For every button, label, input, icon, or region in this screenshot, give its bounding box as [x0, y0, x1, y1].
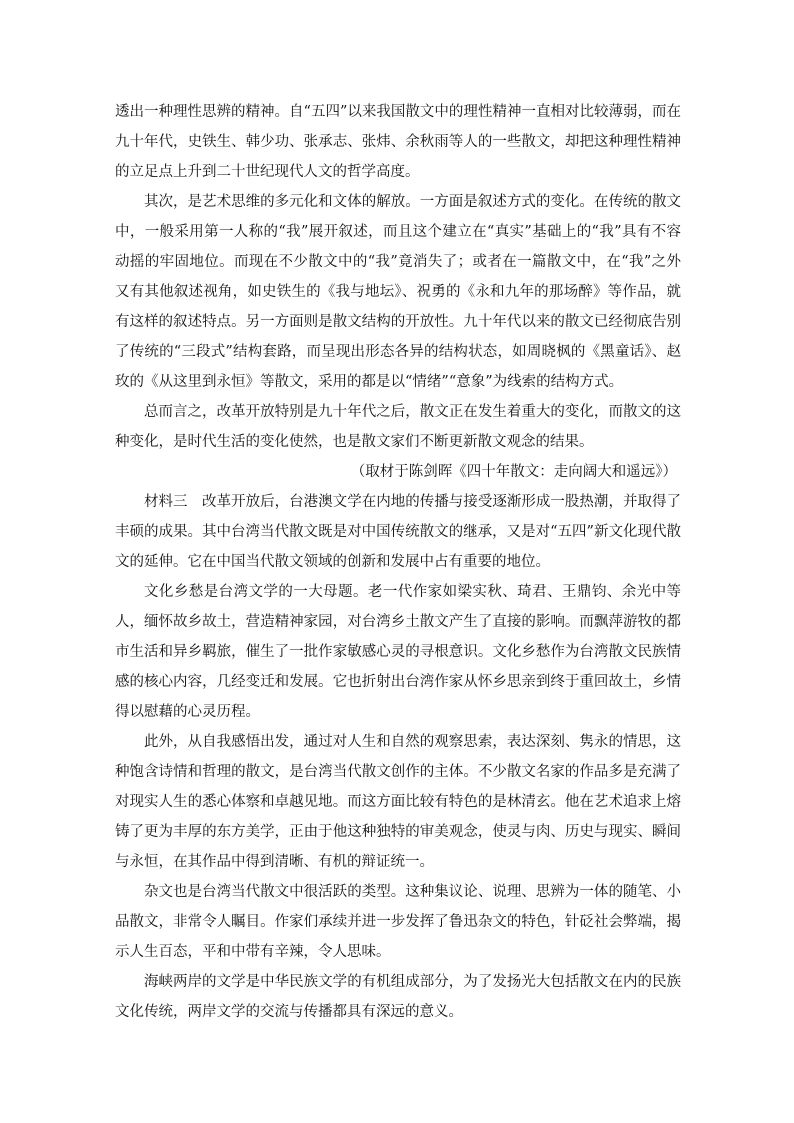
- paragraph-conclusion: 总而言之，改革开放特别是九十年代之后，散文正在发生着重大的变化，而散文的这种变化，是时代生活的变化使然，也是散文家们不断更新散文观念的结果。: [115, 404, 681, 450]
- paragraph-cross-strait: 海峡两岸的文学是中华民族文学的有机组成部分，为了发扬光大包括散文在内的民族文化传统，两岸文学的交流与传播都具有深远的意义。: [115, 974, 681, 1020]
- paragraph-art-thinking: 其次，是艺术思维的多元化和文体的解放。一方面是叙述方式的变化。在传统的散文中，一般采用第一人称的“我”展开叙述，而且这个建立在“真实”基础上的“我”具有不容动摇的牢固地位。而现在不少散文中的“我”竟消失了；或者在一篇散文中，在“我”之外又有其他叙述视角，如史铁生的《我与地坛》、祝勇的《永和九年的那场醉》等作品，就有这样的叙述特点。另一方面则是散文结构的开放性。九十年代以来的散文已经彻底告别了传统的“三段式”结构套路，而呈现出形态各异的结构状态，如周晓枫的《黑童话》、赵玫的《从这里到永恒》等散文，采用的都是以“情绪”“意象”为线索的结构方式。: [115, 194, 681, 390]
- article-body: [115, 97, 681, 1027]
- paragraph-essays: 杂文也是台湾当代散文中很活跃的类型。这种集议论、说理、思辨为一体的随笔、小品散文，非常令人瞩目。作家们承续并进一步发挥了鲁迅杂文的特色，针砭社会弊端，揭示人生百态，平和中带有辛辣，令人思味。: [115, 884, 681, 960]
- paragraph-cultural-nostalgia: 文化乡愁是台湾文学的一大母题。老一代作家如梁实秋、琦君、王鼎钧、余光中等人，缅怀故乡故土，营造精神家园，对台湾乡土散文产生了直接的影响。而飘萍游牧的都市生活和异乡羁旅，催生了一批作家敏感心灵的寻根意识。文化乡愁作为台湾散文民族情感的核心内容，几经变迁和发展。它也折射出台湾作家从怀乡思亲到终于重回故土，乡情得以慰藉的心灵历程。: [115, 584, 681, 720]
- source-citation: （取材于陈剑晖《四十年散文：走向阔大和遥远》）: [350, 464, 677, 480]
- paragraph-material-three: 材料三 改革开放后，台港澳文学在内地的传播与接受逐渐形成一股热潮，并取得了丰硕的成果。其中台湾当代散文既是对中国传统散文的继承，又是对“五四”新文化现代散文的延伸。它在中国当代散文领域的创新和发展中占有重要的地位。: [115, 494, 681, 570]
- paragraph-continuation: 透出一种理性思辨的精神。自“五四”以来我国散文中的理性精神一直相对比较薄弱，而在九十年代，史铁生、韩少功、张承志、张炜、余秋雨等人的一些散文，却把这种理性精神的立足点上升到二十世纪现代人文的哲学高度。: [115, 104, 681, 180]
- paragraph-philosophical-prose: 此外，从自我感悟出发，通过对人生和自然的观察思索，表达深刻、隽永的情思，这种饱含诗情和哲理的散文，是台湾当代散文创作的主体。不少散文名家的作品多是充满了对现实人生的悉心体察和卓越见地。而这方面比较有特色的是林清玄。他在艺术追求上熔铸了更为丰厚的东方美学，正由于他这种独特的审美观念，使灵与肉、历史与现实、瞬间与永恒，在其作品中得到清晰、有机的辩证统一。: [115, 734, 681, 870]
